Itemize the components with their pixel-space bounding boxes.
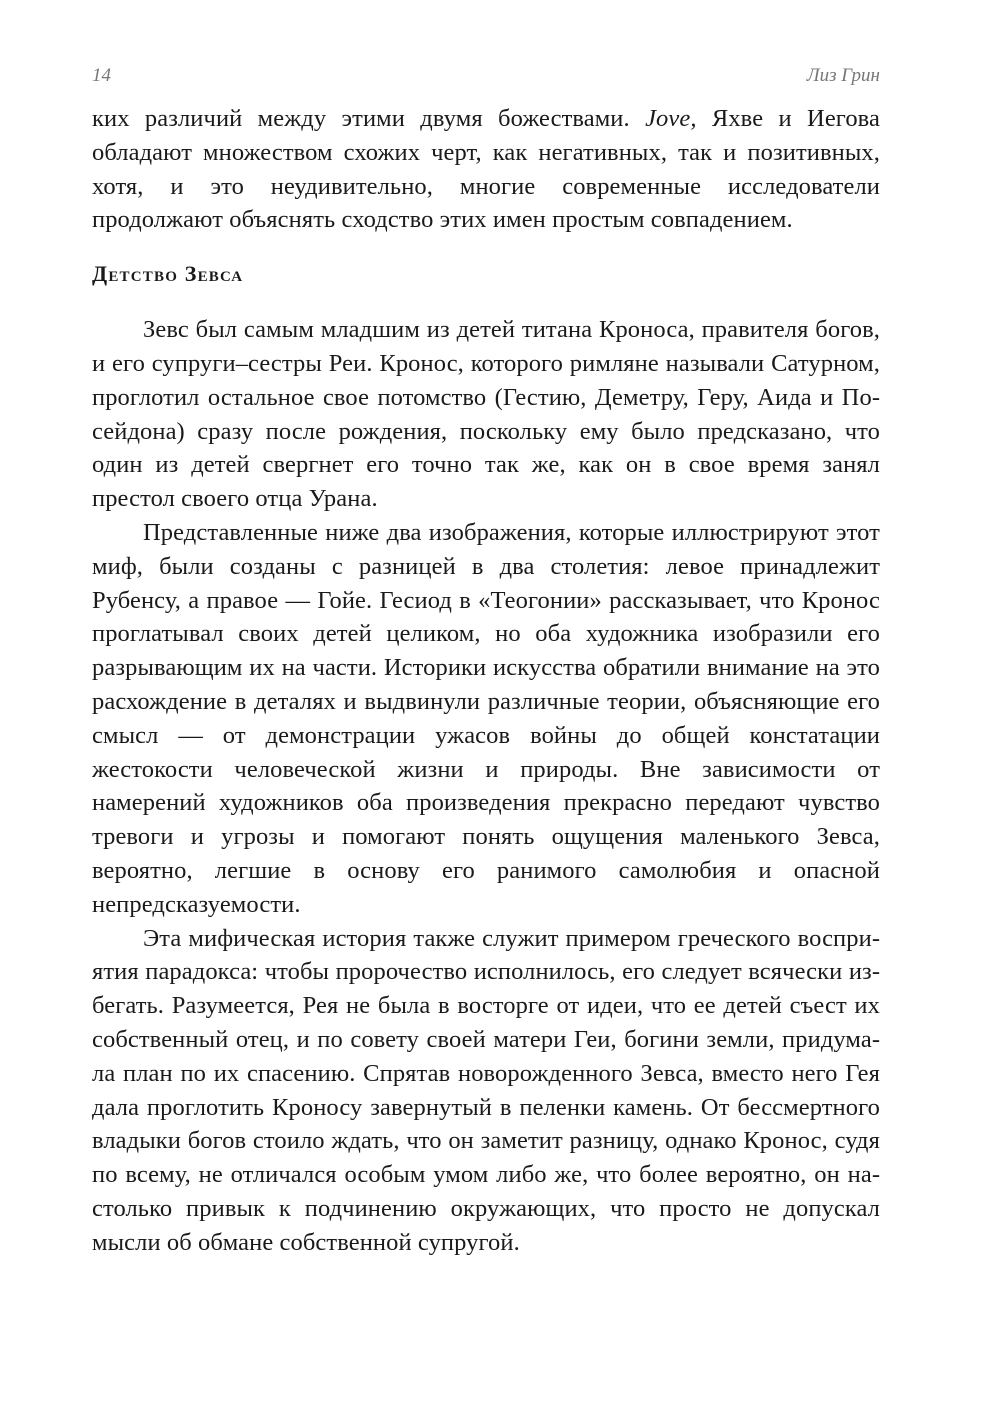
running-header-author: Лиз Грин [806, 65, 880, 86]
section-heading: Детство Зевса [92, 261, 244, 287]
page-number: 14 [92, 65, 111, 86]
running-header [92, 62, 880, 90]
book-page [92, 62, 880, 1260]
opening-paragraph [92, 102, 880, 237]
body-text [92, 102, 880, 1260]
paragraph-1: Зевс был самым младшим из детей титана Кроноса, правителя богов, и его супруги–сестры Реи. Кронос, которого римляне называли Сатурном, проглотил остальное свое потомство (Гестию, Деметру, Геру, Аида и Посейдона) сразу после рождения, поскольку ему было предсказано, что один из детей свергнет его точно так же, как он в свое время занял престол своего отца Урана. [92, 316, 880, 513]
opening-italic-word: Jove, [645, 105, 697, 132]
paragraph-3: Эта мифическая история также служит примером греческого восприятия парадокса: чтобы пророчество исполнилось, его следует всячески избегать. Разумеется, Рея не была в восторге от идеи, что ее детей съест их собственный отец, и по совету своей матери Геи, богини земли, придумала план по их спасению. Спрятав новорожденного Зевса, вместо него Гея дала проглотить Кроносу завернутый в пеленки камень. От бессмертного владыки богов стоило ждать, что он заметит разницу, однако Кронос, судя по всему, не отличался особым умом либо же, что более вероятно, он настолько привык к подчинению окружающих, что просто не допускал мысли об обмане собственной супругой. [92, 924, 880, 1256]
opening-text-part1: ких различий между этими двумя божествами. [92, 105, 646, 132]
paragraph-2: Представленные ниже два изображения, которые иллюстрируют этот миф, были созданы с разницей в два столетия: левое принадлежит Рубенсу, а правое — Гойе. Гесиод в «Теогонии» рассказывает, что Кронос проглатывал своих детей целиком, но оба художника изобразили его разрывающим их на части. Историки искусства обратили внимание на это расхождение в деталях и выдвинули различные теории, объясняющие его смысл — от демонстрации ужасов войны до общей констатации жестокости человеческой жизни и природы. Вне зависимости от намерений художников оба произведения прекрасно передают чувство тревоги и угрозы и помогают понять ощущения маленького Зевса, вероятно, легшие в основу его ранимого самолюбия и опасной непредсказуемости. [92, 518, 880, 918]
opening-text-part2: Яхве и Иегова обладают множеством схожих черт, как негативных, так и позитивных, хотя, и это неудивительно, многие современные исследователи продолжают объяснять сходство этих имен простым совпадением. [92, 105, 880, 234]
